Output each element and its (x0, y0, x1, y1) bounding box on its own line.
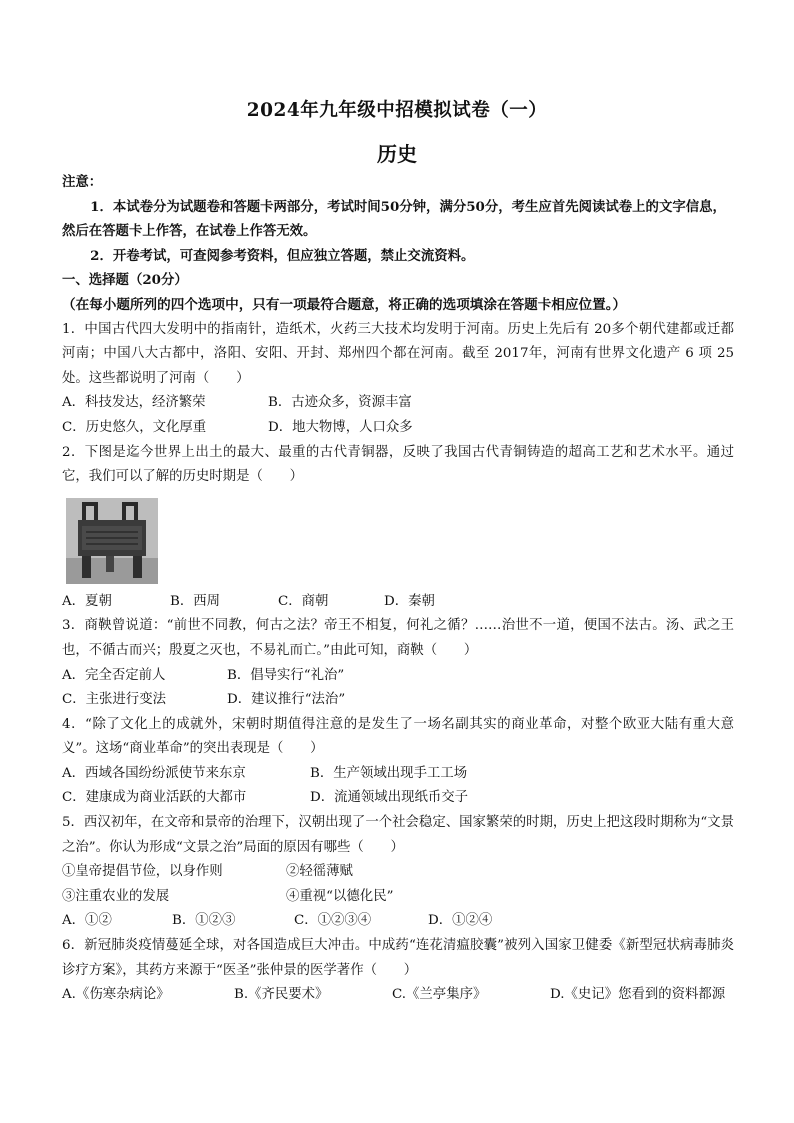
question-4-options-row-1 (62, 762, 734, 787)
question-5-items-row-1 (62, 860, 734, 885)
question-6-option-d: D.《史记》 (550, 987, 619, 1003)
section-heading: 一、选择题（20分） (62, 272, 188, 289)
question-6-trailing-text: 您看到的资料都源 (618, 987, 726, 1003)
question-6-options (62, 983, 734, 1008)
question-6-option-b: B.《齐民要术》 (234, 987, 329, 1003)
question-5-items-row-2 (62, 885, 734, 910)
question-3-stem: 3．商鞅曾说道：“前世不同教，何古之法？帝王不相复，何礼之循？……治世不一道，便国不法古。汤、武之王也，不循古而兴；殷夏之灭也，不易礼而亡。”由此可知，商鞅（ ） (62, 618, 734, 658)
question-1-option-d: D．地大物博，人口众多 (268, 419, 413, 435)
section-instruction: （在每小题所列的四个选项中，只有一项最符合题意，将正确的选项填涂在答题卡相应位置。） (62, 296, 627, 313)
question-6-option-c: C.《兰亭集序》 (392, 987, 487, 1003)
question-5-stem: 5．西汉初年，在文帝和景帝的治理下，汉朝出现了一个社会稳定、国家繁荣的时期，历史上把这段时期称为“文景之治”。你认为形成“文景之治”局面的原因有哪些（ ） (62, 815, 734, 855)
exam-title: 2024年九年级中招模拟试卷（一） (246, 100, 548, 121)
question-4-option-c: C．建康成为商业活跃的大都市 (62, 790, 247, 806)
question-4-options-row-2 (62, 786, 734, 811)
question-5-option-d: D．①②④ (428, 913, 493, 929)
question-2-option-d: D．秦朝 (384, 593, 435, 609)
question-1-option-b: B．古迹众多，资源丰富 (268, 395, 412, 411)
question-1-options-row-2 (62, 416, 734, 441)
question-5-item-4: ④重视“以德化民” (286, 888, 394, 904)
question-2-stem: 2．下图是迄今世界上出土的最大、最重的古代青铜器，反映了我国古代青铜铸造的超高工艺和艺术水平。通过它，我们可以了解的历史时期是（ ） (62, 444, 734, 485)
notice-item-2: 2．开卷考试，可查阅参考资料，但应独立答题，禁止交流资料。 (90, 247, 475, 264)
question-4-option-d: D．流通领域出现纸币交子 (310, 790, 469, 806)
question-5-item-1: ①皇帝提倡节俭，以身作则 (62, 864, 223, 880)
question-2-options (62, 590, 734, 615)
question-5-options (62, 909, 734, 934)
question-4-option-a: A．西域各国纷纷派使节来东京 (62, 765, 246, 781)
question-5-option-c: C．①②③④ (294, 913, 372, 929)
bronze-ding-illustration (66, 498, 158, 584)
question-1-options-row-1 (62, 391, 734, 416)
question-2-option-b: B．西周 (170, 593, 221, 609)
question-1-stem: 1．中国古代四大发明中的指南针，造纸术，火药三大技术均发明于河南。历史上先后有 20多个朝代建都或迁都河南；中国八大古都中，洛阳、安阳、开封、郑州四个都在河南。截至 2017年，河南有世界文化遗产 6 项 25处。这些都说明了河南（ ） (62, 321, 734, 386)
question-2-option-c: C．商朝 (278, 593, 329, 609)
question-4-stem: 4．“除了文化上的成就外，宋朝时期值得注意的是发生了一场名副其实的商业革命，对整个欧亚大陆有重大意义”。这场“商业革命”的突出表现是（ ） (62, 716, 734, 757)
question-3-option-d: D．建议推行“法治” (227, 692, 346, 708)
question-4-option-b: B．生产领域出现手工工场 (310, 765, 468, 781)
question-5-option-a: A．①② (62, 913, 112, 929)
question-1-option-c: C．历史悠久，文化厚重 (62, 419, 207, 435)
question-3-option-c: C．主张进行变法 (62, 692, 166, 708)
exam-content (62, 170, 734, 1008)
question-3-options-row-2 (62, 688, 734, 713)
question-1-option-a: A．科技发达，经济繁荣 (62, 395, 206, 411)
notice-label: 注意： (62, 174, 103, 190)
question-5-item-2: ②轻徭薄赋 (286, 864, 353, 880)
subject-title: 历史 (377, 142, 417, 166)
notice-item-1: 1．本试卷分为试题卷和答题卡两部分，考试时间50分钟，满分50分，考生应首先阅读试卷上的文字信息，然后在答题卡上作答，在试卷上作答无效。 (62, 198, 726, 240)
question-6-option-a: A.《伤寒杂病论》 (62, 987, 170, 1003)
question-3-option-a: A．完全否定前人 (62, 667, 166, 683)
question-2-option-a: A．夏朝 (62, 593, 112, 609)
question-5-item-3: ③注重农业的发展 (62, 888, 170, 904)
question-5-option-b: B．①②③ (172, 913, 236, 929)
question-3-options-row-1 (62, 664, 734, 689)
question-3-option-b: B．倡导实行“礼治” (227, 667, 345, 683)
bronze-ding-image (66, 498, 158, 584)
question-6-stem: 6．新冠肺炎疫情蔓延全球，对各国造成巨大冲击。中成药“连花清瘟胶囊”被列入国家卫健委《新型冠状病毒肺炎诊疗方案》，其药方来源于“医圣”张仲景的医学著作（ ） (62, 938, 734, 978)
